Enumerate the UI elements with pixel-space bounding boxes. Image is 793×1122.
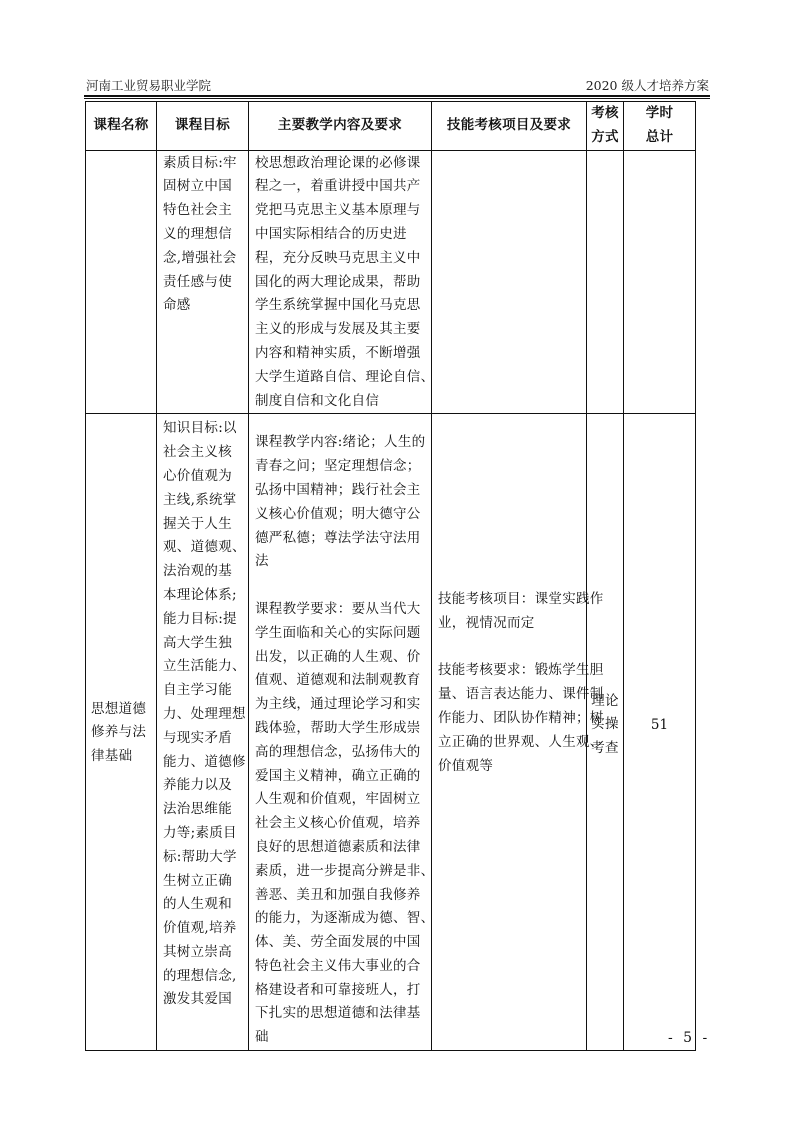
text-line: 握关于人生 — [163, 515, 232, 532]
text-line: 律基础 — [91, 748, 133, 765]
text-line: 值观、道德观和法制观教育 — [255, 672, 421, 689]
text-line: 技能考核项目：课堂实践作 — [438, 591, 604, 608]
text-line: 爱国主义精神，确立正确的 — [255, 767, 421, 784]
text-line: 考核 — [591, 105, 619, 121]
text-line: 激发其爱国 — [163, 991, 232, 1008]
text-line: 责任感与使 — [163, 273, 232, 290]
cell-text — [587, 690, 623, 775]
cell-text — [157, 414, 248, 1012]
text-line: 素质，进一步提高分辨是非、 — [255, 862, 435, 879]
cell-skills — [432, 150, 587, 414]
text-line: 念,增强社会 — [163, 249, 237, 266]
col-header-course-goal — [157, 102, 249, 151]
text-line: 主要教学内容及要求 — [277, 116, 403, 133]
text-line: 党把马克思主义基本原理与 — [255, 202, 421, 219]
text-line — [255, 574, 425, 598]
text-line: 为主线，通过理论学习和实 — [255, 696, 421, 713]
text-line: 作能力、团队协作精神；树 — [438, 710, 604, 727]
table-row — [86, 414, 696, 1051]
cell-exam-method — [587, 150, 624, 414]
text-line: 理论 — [591, 692, 619, 709]
text-line: 命感 — [163, 297, 191, 314]
cell-content — [249, 150, 435, 414]
text-line: 践体验，帮助大学生形成崇 — [255, 719, 421, 736]
cell-course-name — [86, 414, 157, 1051]
text-line: 学生系统掌握中国化马克思 — [255, 297, 421, 314]
text-line: 量、语言表达能力、课件制 — [438, 686, 604, 703]
text-line: 课程名称 — [93, 116, 149, 133]
cell-text — [249, 114, 431, 138]
text-line: 本理论体系; — [163, 586, 237, 603]
text-line: 养能力以及 — [163, 777, 232, 794]
header-school-name: 河南工业贸易职业学院 — [86, 78, 212, 93]
col-header-content — [249, 102, 432, 151]
text-line: 力等;素质目 — [163, 824, 237, 841]
text-line: 校思想政治理论课的必修课 — [255, 154, 421, 171]
cell-text — [86, 696, 156, 769]
text-line: 修养与法 — [91, 724, 147, 741]
text-line: 法治思维能 — [163, 801, 232, 818]
text-line: 高的理想信念，弘扬伟大的 — [255, 743, 421, 760]
cell-text — [587, 151, 623, 153]
text-line: 其树立崇高 — [163, 943, 232, 960]
text-line: 学生面临和关心的实际问题 — [255, 624, 421, 641]
text-line: 法 — [255, 553, 269, 570]
header-rule-thin — [84, 98, 710, 99]
text-line: 学时 — [645, 105, 674, 121]
cell-skills — [432, 414, 604, 1051]
text-line: 义的理想信 — [163, 225, 232, 242]
col-header-course-name — [86, 102, 157, 151]
text-line: 知识目标:以 — [163, 420, 237, 437]
text-line: 主线,系统掌 — [163, 491, 237, 508]
text-line: 社会主义核心价值观，培养 — [255, 815, 421, 832]
table-header-row — [86, 102, 696, 151]
col-header-skills — [432, 102, 587, 151]
cell-text — [249, 414, 435, 1050]
text-line: 特色社会主 — [163, 202, 232, 219]
text-line: 法治观的基 — [163, 563, 232, 580]
text-line: 课程教学要求：要从当代大 — [255, 600, 421, 617]
cell-text — [432, 586, 604, 878]
text-line: 方式 — [591, 128, 619, 145]
text-line: 考查 — [591, 740, 619, 757]
text-line: 制度自信和文化自信 — [255, 392, 380, 409]
text-line: 课程目标 — [174, 116, 231, 133]
text-line: 技能考核项目及要求 — [446, 116, 572, 133]
text-line — [438, 636, 580, 660]
cell-exam-method — [587, 414, 624, 1051]
text-line: 价值观等 — [438, 757, 494, 774]
cell-text — [624, 102, 695, 150]
text-line: 良好的思想道德素质和法律 — [255, 838, 421, 855]
text-line: 实操 — [591, 716, 619, 733]
text-line: 自主学习能 — [163, 682, 232, 699]
cell-text — [587, 102, 623, 150]
text-line: 课程教学内容:绪论；人生的 — [255, 434, 426, 451]
cell-course-name — [86, 150, 157, 414]
cell-course-goal — [157, 414, 249, 1051]
cell-text — [432, 114, 586, 138]
text-line: 特色社会主义伟大事业的合 — [255, 957, 421, 974]
text-line: 与现实矛盾 — [163, 729, 232, 746]
text-line: 立正确的世界观、人生观、 — [438, 733, 604, 750]
page-number: - 5 - — [668, 1030, 711, 1046]
text-line: 心价值观为 — [163, 467, 232, 484]
text-line: 总计 — [645, 128, 674, 145]
text-line: 中国实际相结合的历史进 — [255, 225, 407, 242]
cell-hours — [624, 150, 696, 414]
text-line: 能力目标:提 — [163, 610, 237, 627]
cell-text — [432, 151, 586, 153]
cell-content — [249, 414, 435, 1051]
header-rule — [84, 95, 710, 97]
cell-text — [86, 114, 156, 138]
text-line: 的能力，为逐渐成为德、智、 — [255, 910, 435, 927]
text-line: 弘扬中国精神；践行社会主 — [255, 481, 421, 498]
text-line: 下扎实的思想道德和法律基 — [255, 1005, 421, 1022]
cell-hours: 51 — [624, 414, 696, 1051]
text-line: 的理想信念, — [163, 967, 237, 984]
text-line: 业，视情况而定 — [438, 614, 535, 631]
text-line: 生树立正确 — [163, 872, 232, 889]
text-line: 出发，以正确的人生观、价 — [255, 648, 421, 665]
text-line: 大学生道路自信、理论自信、 — [255, 368, 435, 385]
course-table — [85, 101, 696, 1051]
text-line: 思想道德 — [91, 700, 147, 717]
text-line: 程之一，着重讲授中国共产 — [255, 178, 421, 195]
table-row — [86, 150, 696, 414]
text-line: 国化的两大理论成果，帮助 — [255, 273, 421, 290]
cell-text — [157, 114, 248, 138]
text-line: 主义的形成与发展及其主要 — [255, 321, 421, 338]
text-line: 力、处理理想 — [163, 705, 246, 722]
cell-text — [157, 151, 248, 319]
text-line: 的人生观和 — [163, 896, 232, 913]
text-line: 德严私德；尊法学法守法用 — [255, 529, 421, 546]
header-program-title: 2020 级人才培养方案 — [585, 78, 709, 93]
text-line: 社会主义核 — [163, 444, 232, 461]
text-line: 观、道德观、 — [163, 539, 246, 556]
text-line: 义核心价值观；明大德守公 — [255, 505, 421, 522]
text-line: 内容和精神实质，不断增强 — [255, 344, 421, 361]
text-line: 高大学生独 — [163, 634, 232, 651]
col-header-hours — [624, 102, 696, 151]
text-line: 础 — [255, 1029, 269, 1046]
text-line: 价值观,培养 — [163, 920, 237, 937]
text-line: 格建设者和可靠接班人，打 — [255, 981, 421, 998]
text-line: 技能考核要求：锻炼学生胆 — [438, 662, 604, 679]
text-line: 标:帮助大学 — [163, 848, 237, 865]
cell-text — [249, 151, 435, 414]
text-line: 善恶、美丑和加强自我修养 — [255, 886, 421, 903]
text-line: 青春之问；坚定理想信念； — [255, 458, 421, 475]
text-line: 固树立中国 — [163, 178, 232, 195]
cell-course-goal — [157, 150, 249, 414]
text-line: 能力、道德修 — [163, 753, 246, 770]
text-line: 程，充分反映马克思主义中 — [255, 249, 421, 266]
text-line: 素质目标:牢 — [163, 154, 237, 171]
col-header-exam-method — [587, 102, 624, 151]
text-line: 人生观和价值观，牢固树立 — [255, 791, 421, 808]
text-line: 体、美、劳全面发展的中国 — [255, 934, 421, 951]
cell-text — [86, 151, 156, 153]
text-line: 立生活能力、 — [163, 658, 246, 675]
